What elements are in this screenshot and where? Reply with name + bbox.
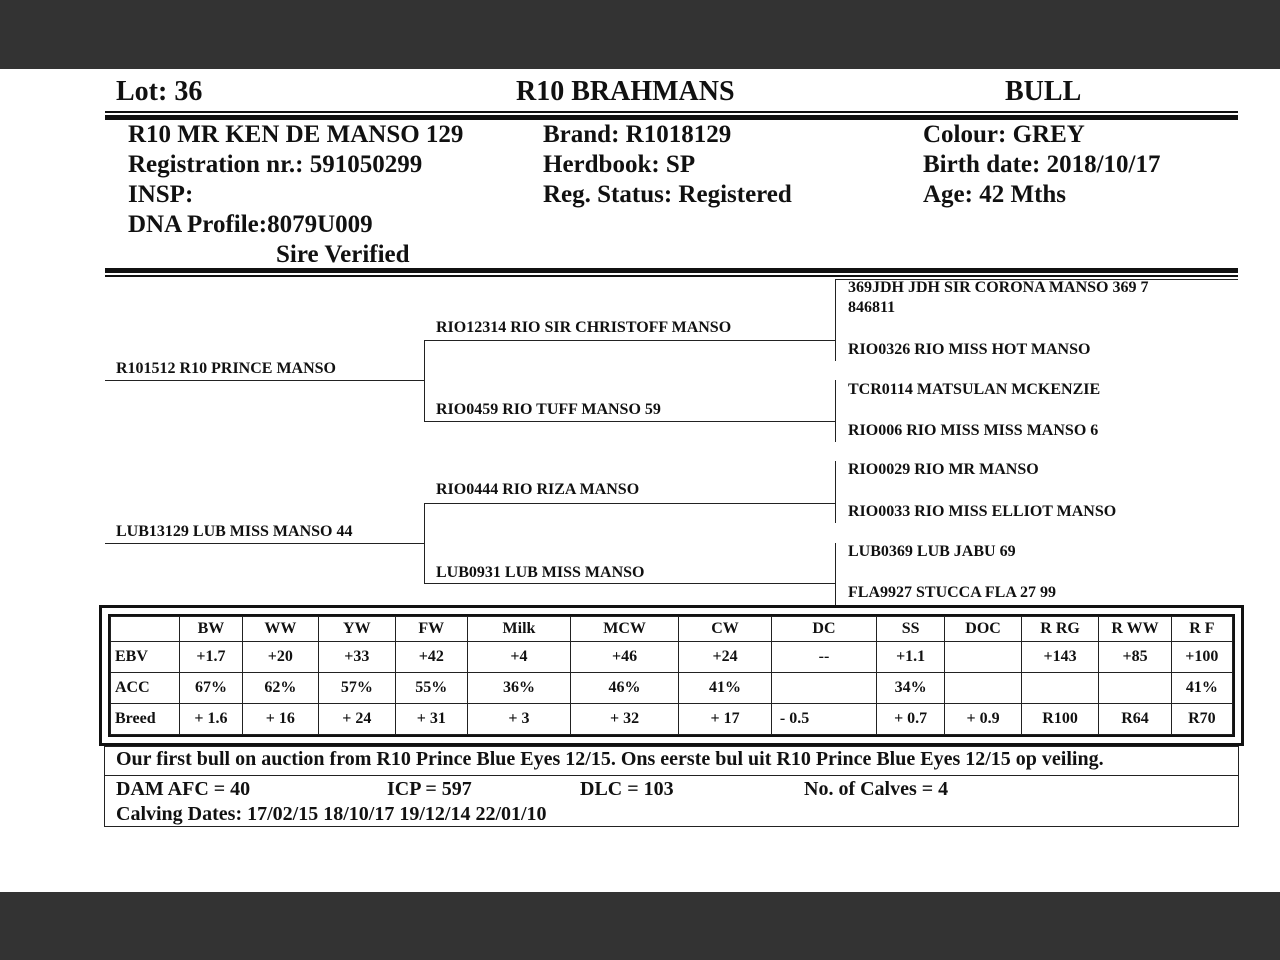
ebv-header-cell: DOC [945,617,1022,642]
ebv-header-cell: SS [876,617,944,642]
dlc: DLC = 103 [580,778,674,800]
ebv-cell: + 24 [319,703,396,734]
ebv-cell: + 17 [679,703,772,734]
ebv-cell: + 32 [571,703,679,734]
ebv-cell: +33 [319,641,396,672]
ebv-header-cell: FW [395,617,467,642]
ebv-header-cell: BW [180,617,242,642]
pedigree-g3-1-reg: 846811 [848,299,896,316]
dam-sire-line [424,503,835,504]
dam-line [105,543,424,544]
ebv-cell: 41% [1171,672,1232,703]
ebv-header-cell: R WW [1099,617,1171,642]
ebv-cell [945,672,1022,703]
info-rule-thin [105,275,1238,277]
ebv-header-cell: R RG [1021,617,1099,642]
pedigree-g3-5: RIO0029 RIO MR MANSO [848,461,1039,478]
ebv-cell: +20 [242,641,319,672]
ebv-cell: +143 [1021,641,1099,672]
age: Age: 42 Mths [923,181,1067,208]
top-dark-band [0,0,1280,69]
ebv-cell: - 0.5 [771,703,876,734]
ebv-row-label: EBV [111,641,180,672]
notes-comment: Our first bull on auction from R10 Prince Blue Eyes 12/15. Ons eerste bul uit R10 Prince Blue Eyes 12/15 op veiling. [116,748,1104,770]
ebv-cell [771,672,876,703]
pedigree-g3-8: FLA9927 STUCCA FLA 27 99 [848,584,1057,601]
ebv-cell: +46 [571,641,679,672]
ebv-row-breed [111,703,1233,734]
ebv-cell: + 0.7 [876,703,944,734]
ebv-cell: 57% [319,672,396,703]
pedigree-dam-sire: RIO0444 RIO RIZA MANSO [436,481,640,498]
dam-dam-line [424,583,835,584]
ebv-cell: 36% [467,672,570,703]
ebv-table [110,616,1233,735]
ebv-header-cell: YW [319,617,396,642]
pedigree-g3-7: LUB0369 LUB JABU 69 [848,543,1016,560]
ebv-cell: + 1.6 [180,703,242,734]
ebv-cell: +100 [1171,641,1232,672]
number-of-calves: No. of Calves = 4 [804,778,949,800]
ebv-cell: +1.1 [876,641,944,672]
birth-date: Birth date: 2018/10/17 [923,151,1161,178]
sire-line [105,380,424,381]
pedigree-g3-2: RIO0326 RIO MISS HOT MANSO [848,341,1091,358]
ebv-cell: 46% [571,672,679,703]
ebv-header-cell: DC [771,617,876,642]
ebv-cell: +1.7 [180,641,242,672]
ebv-cell: 34% [876,672,944,703]
pedigree-dam: LUB13129 LUB MISS MANSO 44 [116,523,353,540]
notes-box [104,746,1239,827]
g3-bracket-1 [835,279,836,361]
ebv-table-frame [99,605,1244,746]
ebv-header-row [111,617,1233,642]
ebv-cell: 67% [180,672,242,703]
ebv-cell: + 16 [242,703,319,734]
breeder-name: R10 BRAHMANS [516,76,735,107]
ebv-header-cell [111,617,180,642]
colour: Colour: GREY [923,121,1085,148]
pedigree-sire-sire: RIO12314 RIO SIR CHRISTOFF MANSO [436,319,732,336]
ebv-cell: +85 [1099,641,1171,672]
animal-sex: BULL [1005,76,1082,107]
sire-verified: Sire Verified [276,241,410,268]
calving-dates: Calving Dates: 17/02/15 18/10/17 19/12/14 22/01/10 [116,803,547,825]
insp-label: INSP: [128,181,194,208]
ebv-header-cell: MCW [571,617,679,642]
ebv-cell [1099,672,1171,703]
ebv-cell [1021,672,1099,703]
g3-bracket-3 [835,461,836,523]
ebv-row-label: Breed [111,703,180,734]
ebv-table-inner-frame [108,614,1235,737]
ebv-header-cell: WW [242,617,319,642]
lot-number: Lot: 36 [116,76,203,107]
ebv-cell: R70 [1171,703,1232,734]
dna-profile: DNA Profile:8079U009 [128,211,373,238]
brand: Brand: R1018129 [543,121,732,148]
animal-name: R10 MR KEN DE MANSO 129 [128,121,464,148]
ebv-cell: R64 [1099,703,1171,734]
info-rule-thick [105,268,1238,273]
ebv-cell: R100 [1021,703,1099,734]
pedigree-g3-1: 369JDH JDH SIR CORONA MANSO 369 7 [848,279,1149,296]
ebv-header-cell: R F [1171,617,1232,642]
pedigree-sire: R101512 R10 PRINCE MANSO [116,360,336,377]
dam-afc: DAM AFC = 40 [116,778,251,800]
pedigree-g3-3: TCR0114 MATSULAN MCKENZIE [848,381,1101,398]
bottom-dark-band [0,892,1280,960]
ebv-cell: -- [771,641,876,672]
g3-bracket-2 [835,380,836,442]
pedigree-g3-4: RIO006 RIO MISS MISS MANSO 6 [848,422,1099,439]
ebv-header-cell: CW [679,617,772,642]
herdbook: Herdbook: SP [543,151,696,178]
notes-separator [105,775,1238,776]
pedigree-dam-dam: LUB0931 LUB MISS MANSO [436,564,645,581]
registration-status: Reg. Status: Registered [543,181,792,208]
ebv-cell: 62% [242,672,319,703]
ebv-cell: + 31 [395,703,467,734]
ebv-cell: + 3 [467,703,570,734]
ebv-cell: + 0.9 [945,703,1022,734]
sire-bracket [424,340,425,422]
g3-bracket-4 [835,543,836,605]
ebv-cell: 41% [679,672,772,703]
sire-dam-line [424,421,835,422]
ebv-row-ebv [111,641,1233,672]
ebv-header-cell: Milk [467,617,570,642]
icp: ICP = 597 [387,778,472,800]
dam-bracket [424,503,425,584]
header-rule-thin [105,111,1238,113]
pedigree-g3-6: RIO0033 RIO MISS ELLIOT MANSO [848,503,1117,520]
ebv-cell: +24 [679,641,772,672]
ebv-cell: +4 [467,641,570,672]
sire-sire-line [424,340,835,341]
registration-number: Registration nr.: 591050299 [128,151,423,178]
ebv-cell: +42 [395,641,467,672]
ebv-cell: 55% [395,672,467,703]
ebv-row-label: ACC [111,672,180,703]
pedigree-sire-dam: RIO0459 RIO TUFF MANSO 59 [436,401,661,418]
ebv-cell [945,641,1022,672]
ebv-row-acc [111,672,1233,703]
